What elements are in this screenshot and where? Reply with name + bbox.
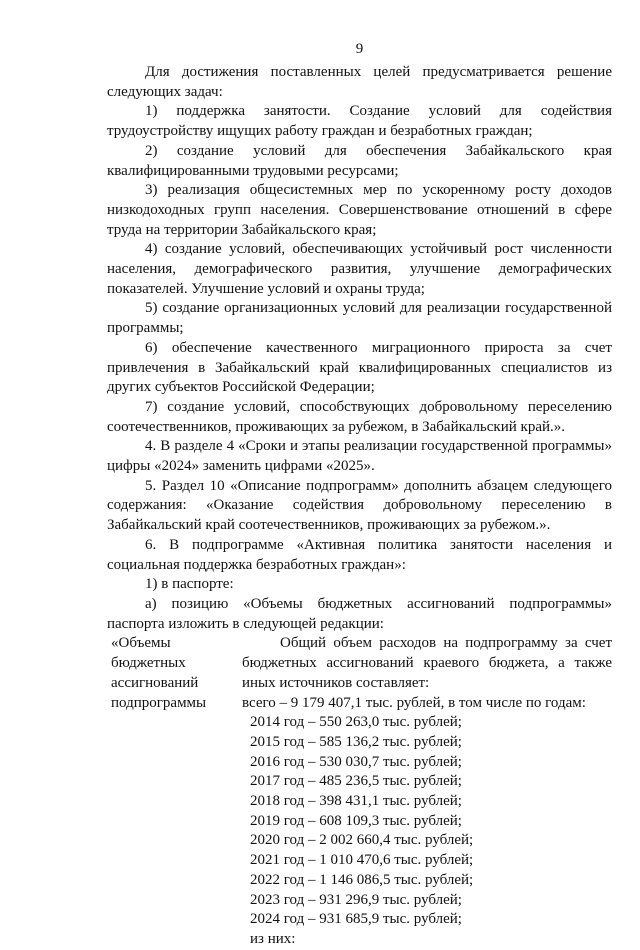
paragraph: 4) создание условий, обеспечивающих устойчивый рост численности населения, демографического развития, улучшение демографических показателей. Улучшение условий и охраны труда; xyxy=(107,241,612,297)
table-left-cell xyxy=(107,634,242,949)
table-right-cell xyxy=(242,634,612,949)
paragraph: 6. В подпрограмме «Активная политика занятости населения и социальная поддержка безработных граждан»: xyxy=(107,536,612,573)
table-left-line: ассигнований xyxy=(111,674,199,691)
table-total: всего – 9 179 407,1 тыс. рублей, в том числе по годам: xyxy=(242,694,586,711)
year-amount-line: 2014 год – 550 263,0 тыс. рублей; xyxy=(250,714,462,731)
table-left-line: бюджетных xyxy=(111,655,186,672)
budget-table xyxy=(107,634,612,949)
paragraph: 2) создание условий для обеспечения Забайкальского края квалифицированными трудовыми ресурсами; xyxy=(107,142,612,179)
year-amount-line: 2019 год – 608 109,3 тыс. рублей; xyxy=(250,812,462,829)
table-intro: Общий объем расходов на подпрограмму за счет бюджетных ассигнований краевого бюджета, а также иных источников составляет: xyxy=(242,635,612,691)
year-amount-line: 2017 год – 485 236,5 тыс. рублей; xyxy=(250,773,462,790)
year-amount-line: 2018 год – 398 431,1 тыс. рублей; xyxy=(250,793,462,810)
table-left-line: подпрограммы xyxy=(111,694,207,711)
paragraph: 3) реализация общесистемных мер по ускоренному росту доходов низкодоходных групп населения. Совершенствование отношений в сфере труда на территории Забайкальского края; xyxy=(107,182,612,238)
year-amount-line: 2016 год – 530 030,7 тыс. рублей; xyxy=(250,753,462,770)
paragraph: 1) поддержка занятости. Создание условий для содействия трудоустройству ищущих работу граждан и безработных граждан; xyxy=(107,103,612,140)
year-amount-line: 2024 год – 931 685,9 тыс. рублей; xyxy=(250,911,462,928)
document-page xyxy=(107,40,612,950)
body-text xyxy=(107,63,612,634)
page-number: 9 xyxy=(355,41,364,57)
paragraph: 1) в паспорте: xyxy=(145,576,234,593)
paragraph: а) позицию «Объемы бюджетных ассигнований подпрограммы» паспорта изложить в следующей редакции: xyxy=(107,595,612,632)
paragraph: 5. Раздел 10 «Описание подпрограмм» дополнить абзацем следующего содержания: «Оказание содействия добровольному переселению в Забайкальский край соотечественников, проживающих за рубежом.». xyxy=(107,477,612,534)
paragraph: 7) создание условий, способствующих добровольному переселению соотечественников, проживающих за рубежом, в Забайкальский край.». xyxy=(107,398,612,435)
from-them-label: из них: xyxy=(250,930,296,947)
paragraph: Для достижения поставленных целей предусматривается решение следующих задач: xyxy=(107,64,612,100)
year-amount-line: 2022 год – 1 146 086,5 тыс. рублей; xyxy=(250,871,474,888)
table-left-line: «Объемы xyxy=(111,635,171,652)
year-amount-line: 2021 год – 1 010 470,6 тыс. рублей; xyxy=(250,852,474,869)
year-amount-line: 2020 год – 2 002 660,4 тыс. рублей; xyxy=(250,832,474,849)
year-amount-line: 2023 год – 931 296,9 тыс. рублей; xyxy=(250,891,462,908)
year-amount-line: 2015 год – 585 136,2 тыс. рублей; xyxy=(250,733,462,750)
paragraph: 5) создание организационных условий для реализации государственной программы; xyxy=(107,300,612,337)
years-list xyxy=(242,713,612,930)
paragraph: 4. В разделе 4 «Сроки и этапы реализации государственной программы» цифры «2024» заменить цифрами «2025». xyxy=(107,438,612,475)
paragraph: 6) обеспечение качественного миграционного прироста за счет привлечения в Забайкальский край квалифицированных специалистов из других субъектов Российской Федерации; xyxy=(107,339,612,396)
